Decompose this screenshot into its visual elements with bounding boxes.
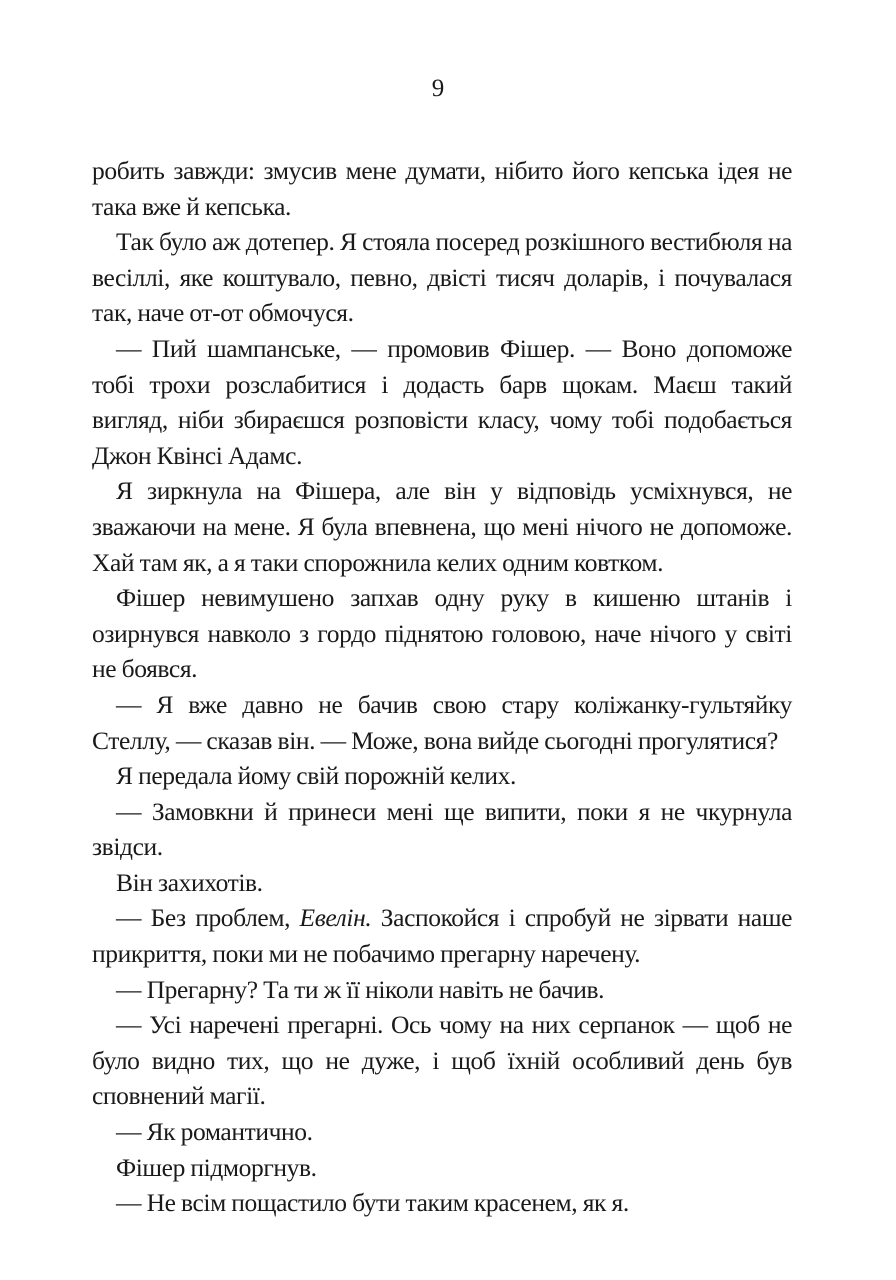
page-number: 9 [431,75,445,102]
paragraph [92,900,792,971]
paragraph: — Прегарну? Та ти ж її ніколи навіть не бачив. [116,974,605,1004]
paragraph: Я передала йому свій порожній келих. [116,761,516,791]
paragraph: — Не всім пощастило бути таким красенем, як я. [116,1188,629,1218]
paragraph: Фішер підморгнув. [116,1152,317,1182]
italic-name: Евелін. [299,903,372,933]
paragraph: Фішер невимушено запхав одну руку в кишеню штанів і озирнувся навколо з гордо піднятою головою, наче нічого у світі не боявся. [92,583,792,684]
paragraph-text: Заспокойся і спробуй не зірвати наше прикриття, поки ми не побачимо прегарну наречену. [92,903,793,969]
paragraph: Він захихотів. [116,867,263,897]
paragraph: — Замовкни й принеси мені ще випити, поки я не чкурнула звідси. [92,796,792,862]
body-text [92,153,792,1221]
paragraph: Так було аж дотепер. Я стояла посеред розкішного вестибюля на весіллі, яке коштувало, певно, двісті тисяч доларів, і почувалася так, наче от-от обмочуся. [92,227,792,328]
paragraph: — Пий шампанське, — промовив Фішер. — Воно допоможе тобі трохи розслабитися і додасть барв щокам. Маєш такий вигляд, ніби збираєшся розповісти класу, чому тобі подобається Джон Квінсі Адамс. [92,333,792,470]
paragraph: — Як романтично. [116,1117,313,1147]
paragraph: робить завжди: змусив мене думати, нібито його кепська ідея не така вже й кепська. [92,156,792,221]
paragraph: — Я вже давно не бачив свою стару коліжанку-гультяйку Стеллу, — сказав він. — Може, вона вийде сьогодні прогулятися? [92,689,792,755]
paragraph: Я зиркнула на Фішера, але він у відповідь усміхнувся, не зважаючи на мене. Я була впевнена, що мені нічого не допоможе. Хай там як, а я таки спорожнила келих одним ковтком. [92,476,792,577]
paragraph-text: — Без проблем, [116,903,300,933]
paragraph: — Усі наречені прегарні. Ось чому на них серпанок — щоб не було видно тих, що не дуже, і щоб їхній особливий день був сповнений магії. [92,1010,792,1111]
